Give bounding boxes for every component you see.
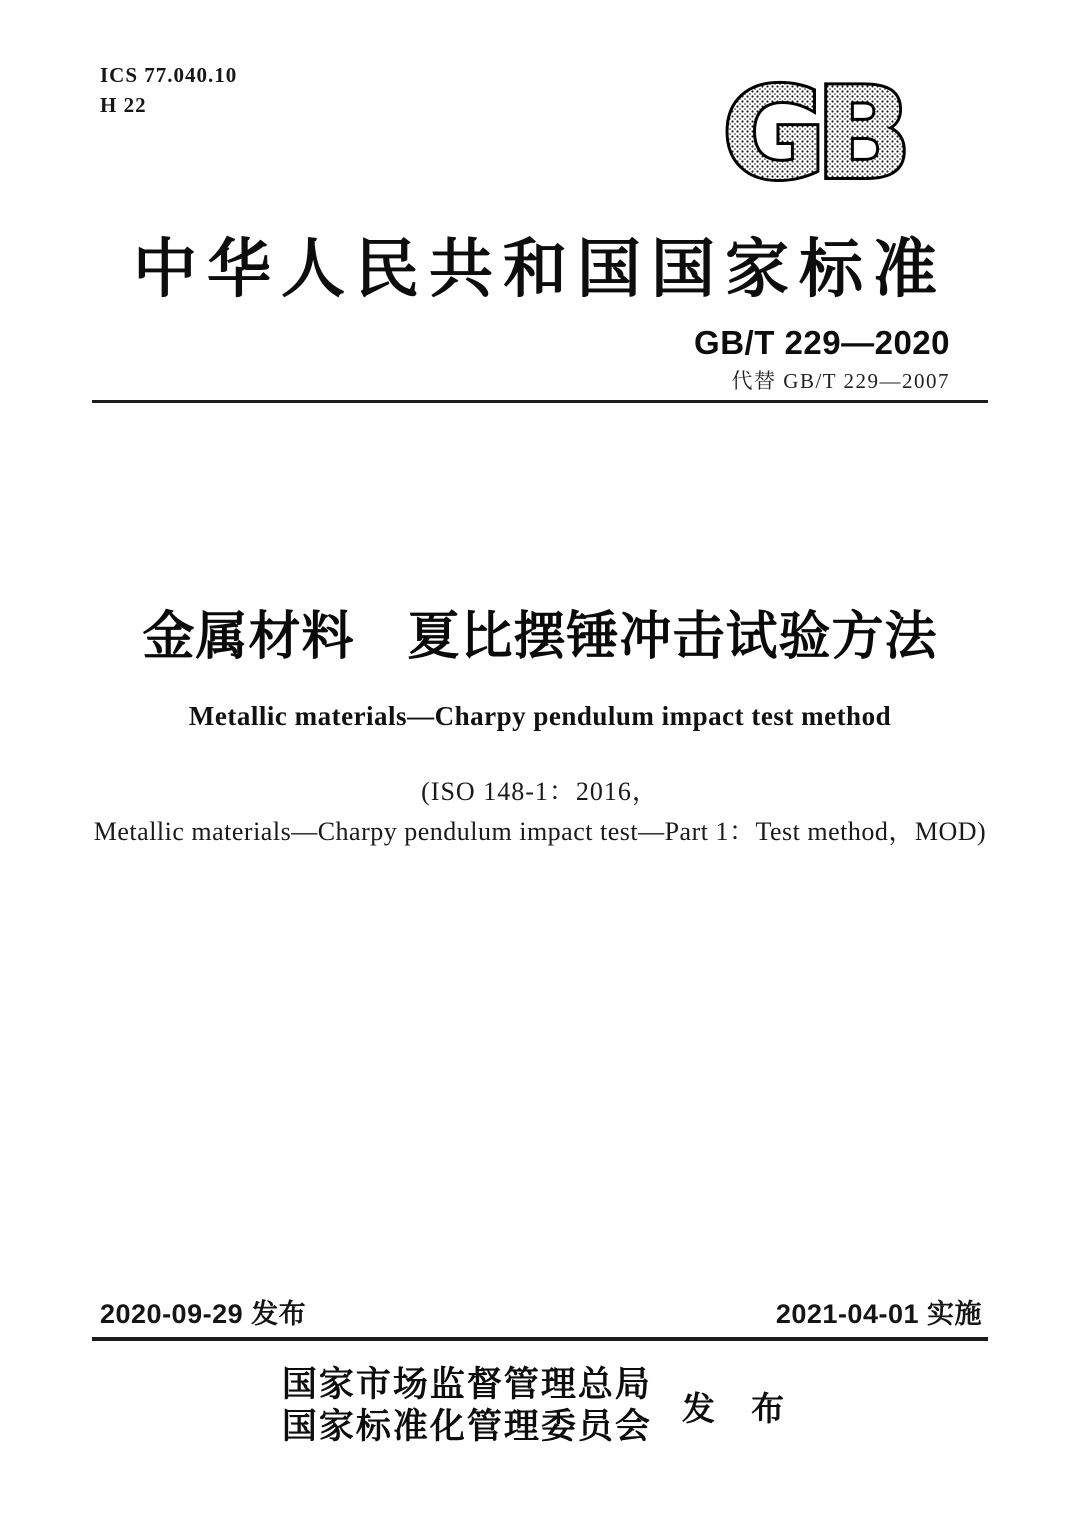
- document-title-english: Metallic materials—Charpy pendulum impact test method: [188, 701, 892, 731]
- implementation-date: 2021-04-01 实施: [775, 1299, 982, 1329]
- doc-class-code: H 22: [100, 93, 147, 118]
- replaces-note: 代替 GB/T 229—2007: [731, 369, 950, 393]
- standard-number-block: [694, 324, 950, 395]
- issuer-line2: 国家标准化管理委员会: [281, 1407, 652, 1446]
- gb-logo: [706, 80, 918, 188]
- document-title-chinese: 金属材料 夏比摆锤冲击试验方法: [142, 608, 938, 666]
- publish-label: 发 布: [681, 1391, 799, 1428]
- ics-code: ICS 77.040.10: [100, 63, 238, 87]
- issuer-names: [282, 1364, 652, 1448]
- iso-reference-line1: (ISO 148-1：2016，: [421, 777, 659, 806]
- dates-row: [100, 1292, 982, 1331]
- footer-rule: [92, 1337, 988, 1341]
- ics-classification-block: [100, 60, 237, 121]
- issuer-block: [0, 1364, 1080, 1448]
- standard-number: GB/T 229—2020: [694, 324, 950, 361]
- issue-date: 2020-09-29 发布: [100, 1299, 307, 1329]
- national-standard-heading: 中华人民共和国国家标准: [133, 234, 947, 305]
- issuer-line1: 国家市场监督管理总局: [281, 1365, 652, 1404]
- header-rule: [92, 400, 988, 403]
- iso-reference-line2: Metallic materials—Charpy pendulum impact test—Part 1：Test method，MOD): [93, 817, 987, 846]
- gb-logo-icon: [706, 80, 918, 188]
- gb-logo-text: GB: [722, 80, 902, 188]
